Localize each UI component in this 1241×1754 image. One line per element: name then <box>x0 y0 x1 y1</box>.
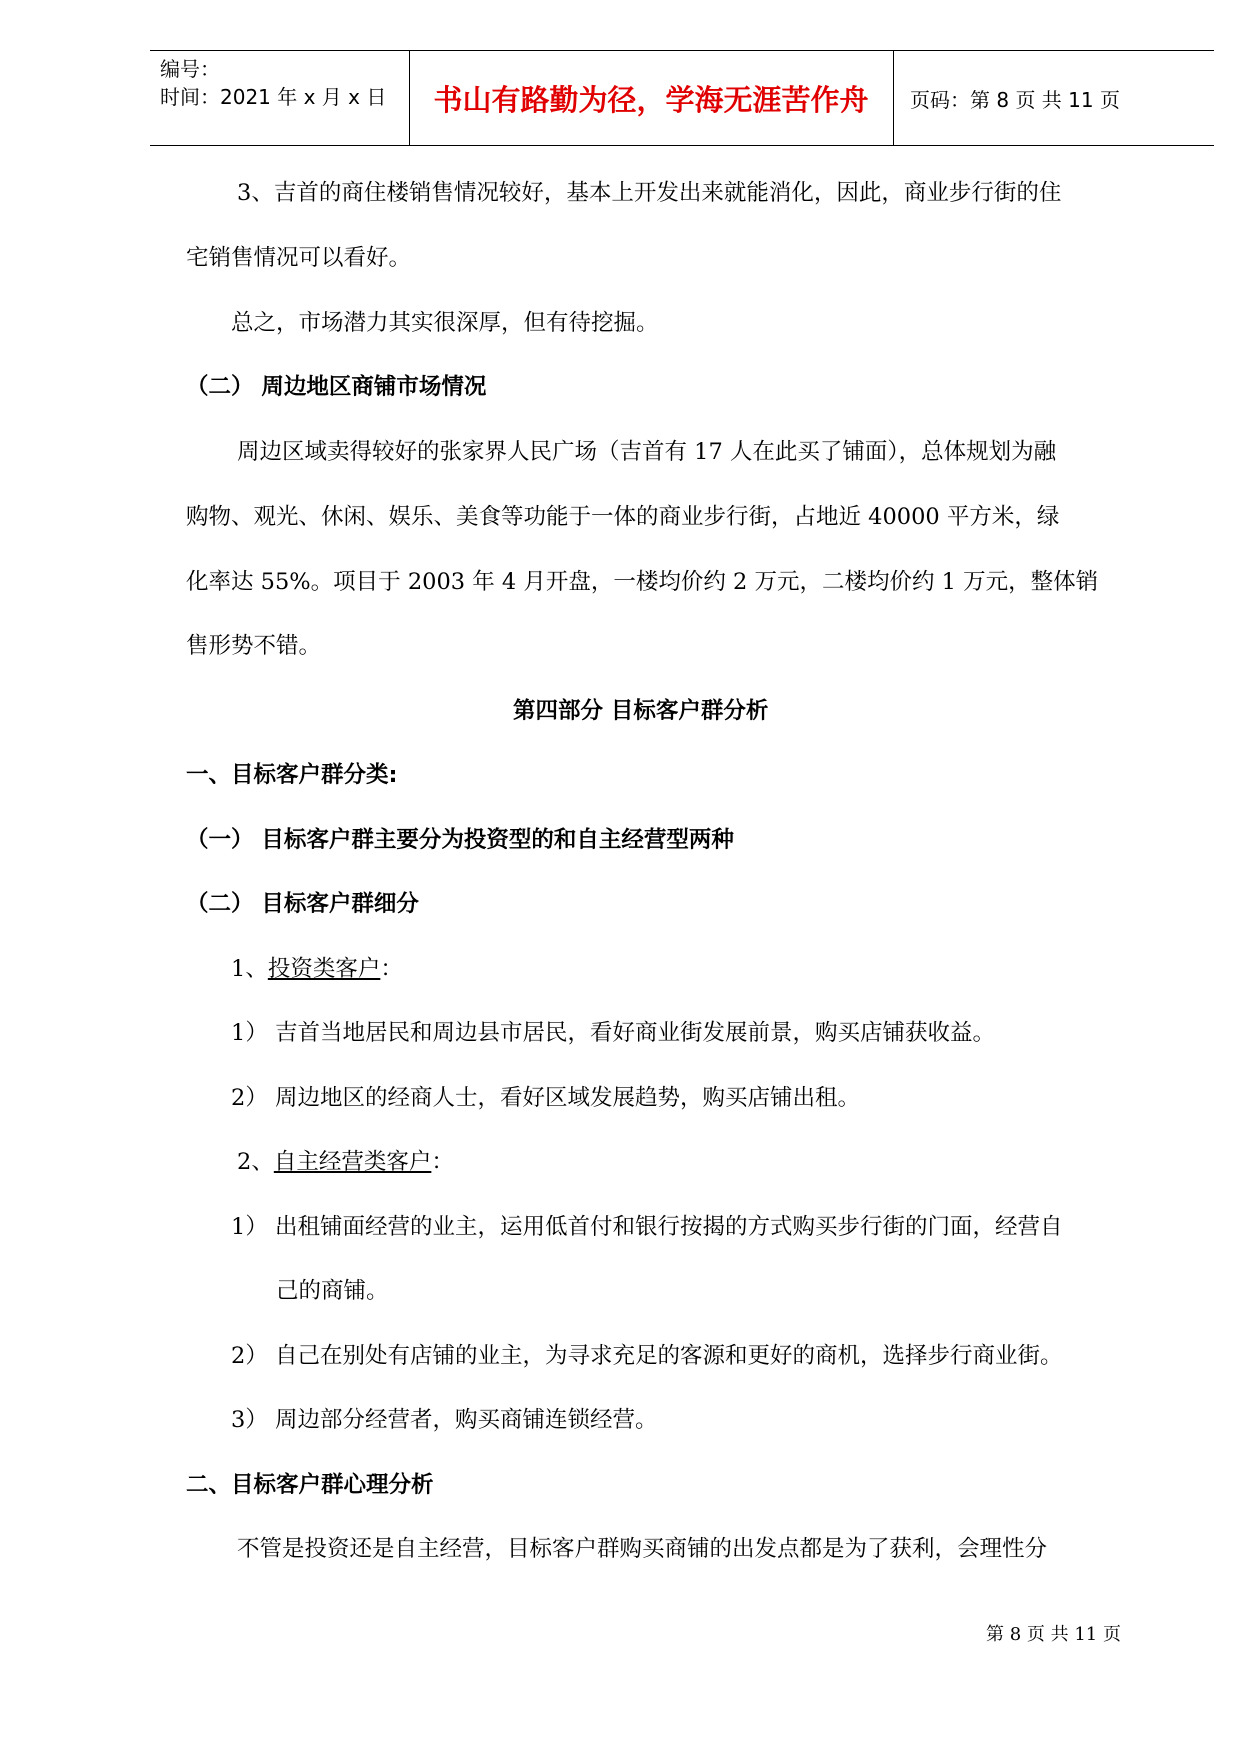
header-motto: 书山有路勤为径，学海无涯苦作舟 <box>433 82 869 117</box>
sub-heading: （一） 目标客户群主要分为投资型的和自主经营型两种 <box>186 827 734 853</box>
paragraph-line: 宅销售情况可以看好。 <box>186 245 412 271</box>
section-heading: （二） 周边地区商铺市场情况 <box>186 374 487 400</box>
section-heading: 二、目标客户群心理分析 <box>186 1472 434 1498</box>
paragraph-line: 化率达 55%。项目于 2003 年 4 月开盘，一楼均价约 2 万元，二楼均价约 1 万元，整体销 <box>186 569 1099 595</box>
part-title: 第四部分 目标客户群分析 <box>513 698 769 724</box>
list-item-label: 自主经营类客户 <box>273 1149 432 1175</box>
header-page-info: 页码：第 8 页 共 11 页 <box>910 87 1120 112</box>
paragraph-line: 售形势不错。 <box>186 633 322 659</box>
document-time-label: 时间：2021 年 x 月 x 日 <box>160 85 387 109</box>
list-item-suffix: ： <box>380 956 403 982</box>
list-item: 1） 出租铺面经营的业主，运用低首付和银行按揭的方式购买步行街的门面，经营自 <box>231 1214 1063 1240</box>
paragraph-line: 3、吉首的商住楼销售情况较好，基本上开发出来就能消化，因此，商业步行街的住 <box>237 180 1062 206</box>
list-item: 2） 自己在别处有店铺的业主，为寻求充足的客源和更好的商机，选择步行商业街。 <box>231 1343 1063 1369</box>
page-footer: 第 8 页 共 11 页 <box>986 1624 1121 1645</box>
paragraph-line: 购物、观光、休闲、娱乐、美食等功能于一体的商业步行街，占地近 40000 平方米，绿 <box>186 504 1060 530</box>
header-meta <box>160 55 386 111</box>
page-header <box>150 50 1214 146</box>
list-item: 3） 周边部分经营者，购买商铺连锁经营。 <box>231 1407 658 1433</box>
paragraph-line: 周边区域卖得较好的张家界人民广场（吉首有 17 人在此买了铺面），总体规划为融 <box>237 439 1057 465</box>
header-divider <box>893 51 894 145</box>
list-item-label: 投资类客户 <box>267 956 381 982</box>
section-heading: 一、目标客户群分类: <box>186 762 398 788</box>
list-item: 2） 周边地区的经商人士，看好区域发展趋势，购买店铺出租。 <box>231 1085 860 1111</box>
list-item <box>231 951 403 983</box>
paragraph-line: 总之，市场潜力其实很深厚，但有待挖掘。 <box>231 310 659 336</box>
paragraph-line: 不管是投资还是自主经营，目标客户群购买商铺的出发点都是为了获利，会理性分 <box>237 1536 1048 1562</box>
list-item <box>237 1144 454 1176</box>
list-item-number: 2、 <box>237 1149 274 1175</box>
sub-heading: （二） 目标客户群细分 <box>186 891 419 917</box>
list-item: 1） 吉首当地居民和周边县市居民，看好商业街发展前景，购买店铺获收益。 <box>231 1020 995 1046</box>
list-item-suffix: ： <box>431 1149 454 1175</box>
document-number-label: 编号： <box>160 57 220 81</box>
list-item-number: 1、 <box>231 956 268 982</box>
list-item: 己的商铺。 <box>276 1278 389 1304</box>
